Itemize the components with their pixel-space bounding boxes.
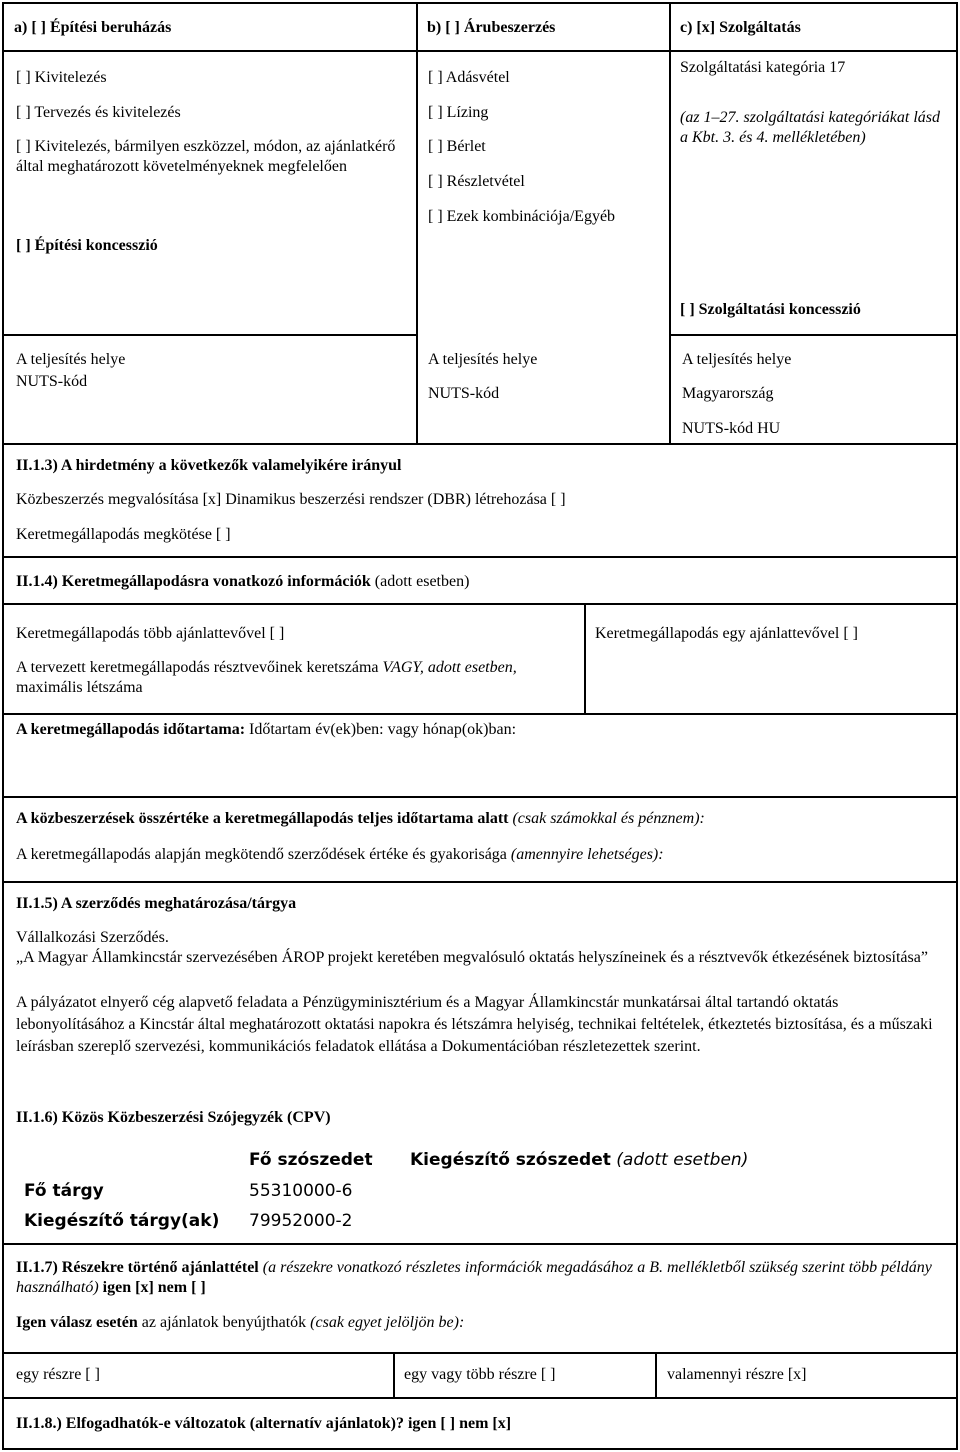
checkbox-all-parts[interactable]: valamennyi részre [x] [667, 1366, 807, 1383]
checkbox-adasvetel[interactable]: [ ] Adásvétel [428, 69, 510, 86]
contract-description: A pályázatot elnyerő cég alapvető feladata a Pénzügyminisztérium és a Magyar Államkincstár munkatársai által tartandó oktatás lebonyolításához a Kincstár által meghatározott oktatási napokra és létszámra helyiség, technikai feltételek, étkeztetés biztosítása, és a műszaki leírásban szereplő szervezési, kommunikációs feladatok ellátása a Dokumentációban részletezettek szerint. [16, 994, 933, 1055]
col-b-header: b) [ ] Árubeszerzés [427, 19, 556, 36]
contract-value-frequency: A keretmegállapodás alapján megkötendő szerződések értéke és gyakorisága (amennyire lehetséges): [16, 846, 664, 863]
col-c-header: c) [x] Szolgáltatás [680, 19, 801, 36]
section-114-heading: II.1.4) Keretmegállapodásra vonatkozó információk (adott esetben) [16, 573, 470, 590]
place-label-c: A teljesítés helye [682, 351, 792, 368]
checkbox-epitesi-koncesszio[interactable]: [ ] Építési koncesszió [16, 237, 158, 254]
cpv-supp-code: 79952000-2 [249, 1211, 353, 1231]
checkbox-one-or-more-parts[interactable]: egy vagy több részre [ ] [404, 1366, 556, 1383]
checkbox-szolgaltatasi-koncesszio[interactable]: [ ] Szolgáltatási koncesszió [680, 301, 861, 318]
section-113-heading: II.1.3) A hirdetmény a következők valamelyikére irányul [16, 457, 402, 474]
nuts-label-b: NUTS-kód [428, 385, 500, 402]
cpv-supp-object-label: Kiegészítő tárgy(ak) [24, 1211, 220, 1231]
checkbox-single-tenderer[interactable]: Keretmegállapodás egy ajánlattevővel [ ] [595, 625, 858, 642]
checkbox-one-part[interactable]: egy részre [ ] [16, 1366, 100, 1383]
checkbox-kivitelezes[interactable]: [ ] Kivitelezés [16, 69, 107, 86]
framework-total-value: A közbeszerzések összértéke a keretmegállapodás teljes időtartama alatt (csak számokkal és pénznem): [16, 810, 705, 827]
place-label-a: A teljesítés helye [16, 351, 126, 368]
cpv-supp-header: Kiegészítő szószedet (adott esetben) [410, 1150, 749, 1170]
place-label-b: A teljesítés helye [428, 351, 538, 368]
checkbox-kombinacio[interactable]: [ ] Ezek kombinációja/Egyéb [428, 208, 616, 225]
checkbox-tervezes-kivitelezes[interactable]: [ ] Tervezés és kivitelezés [16, 104, 181, 121]
cpv-main-object-label: Fő tárgy [24, 1181, 104, 1201]
nuts-code-hu: NUTS-kód HU [682, 420, 781, 437]
checkbox-lizing[interactable]: [ ] Lízing [428, 104, 489, 121]
section-115-heading: II.1.5) A szerződés meghatározása/tárgya [16, 895, 297, 912]
checkbox-berlet[interactable]: [ ] Bérlet [428, 138, 486, 155]
cpv-main-header: Fő szószedet [249, 1150, 373, 1170]
section-118-heading: II.1.8.) Elfogadhatók-e változatok (alternatív ajánlatok)? igen [ ] nem [x] [16, 1415, 512, 1432]
checkbox-kivitelezes-barmilyen[interactable]: [ ] Kivitelezés, bármilyen eszközzel, módon, az ajánlatkérő által meghatározott követelményeknek megfelelően [16, 138, 396, 175]
service-category-note: (az 1–27. szolgáltatási kategóriákat lásd a Kbt. 3. és 4. mellékletében) [680, 109, 940, 146]
section-113-line2: Keretmegállapodás megkötése [ ] [16, 526, 231, 543]
nuts-label-a: NUTS-kód [16, 373, 88, 390]
planned-participants: A tervezett keretmegállapodás résztvevőinek keretszáma VAGY, adott esetben, maximális létszáma [16, 659, 517, 696]
framework-duration: A keretmegállapodás időtartama: Időtartam év(ek)ben: vagy hónap(ok)ban: [16, 721, 517, 738]
place-country: Magyarország [682, 385, 774, 402]
contract-title: „A Magyar Államkincstár szervezésében ÁROP projekt keretében megvalósuló oktatás helyszíneinek és a résztvevők étkezésének biztosítása” [16, 949, 928, 966]
checkbox-reszletvetel[interactable]: [ ] Részletvétel [428, 173, 525, 190]
section-113-line1: Közbeszerzés megvalósítása [x] Dinamikus beszerzési rendszer (DBR) létrehozása [ ] [16, 491, 566, 508]
col-a-header: a) [ ] Építési beruházás [14, 19, 172, 36]
cpv-main-code: 55310000-6 [249, 1181, 353, 1201]
section-116-heading: II.1.6) Közös Közbeszerzési Szójegyzék (CPV) [16, 1109, 331, 1126]
contract-type: Vállalkozási Szerződés. [16, 929, 169, 946]
checkbox-multi-tenderer[interactable]: Keretmegállapodás több ajánlattevővel [ ] [16, 625, 285, 642]
section-117-heading: II.1.7) Részekre történő ajánlattétel (a részekre vonatkozó részletes információk megadásához a B. mellékletből szükség szerint több példány használható) igen [x] nem [ ] [16, 1259, 932, 1296]
section-117-instruction: Igen válasz esetén az ajánlatok benyújthatók (csak egyet jelöljön be): [16, 1314, 465, 1331]
service-category: Szolgáltatási kategória 17 [680, 59, 846, 76]
